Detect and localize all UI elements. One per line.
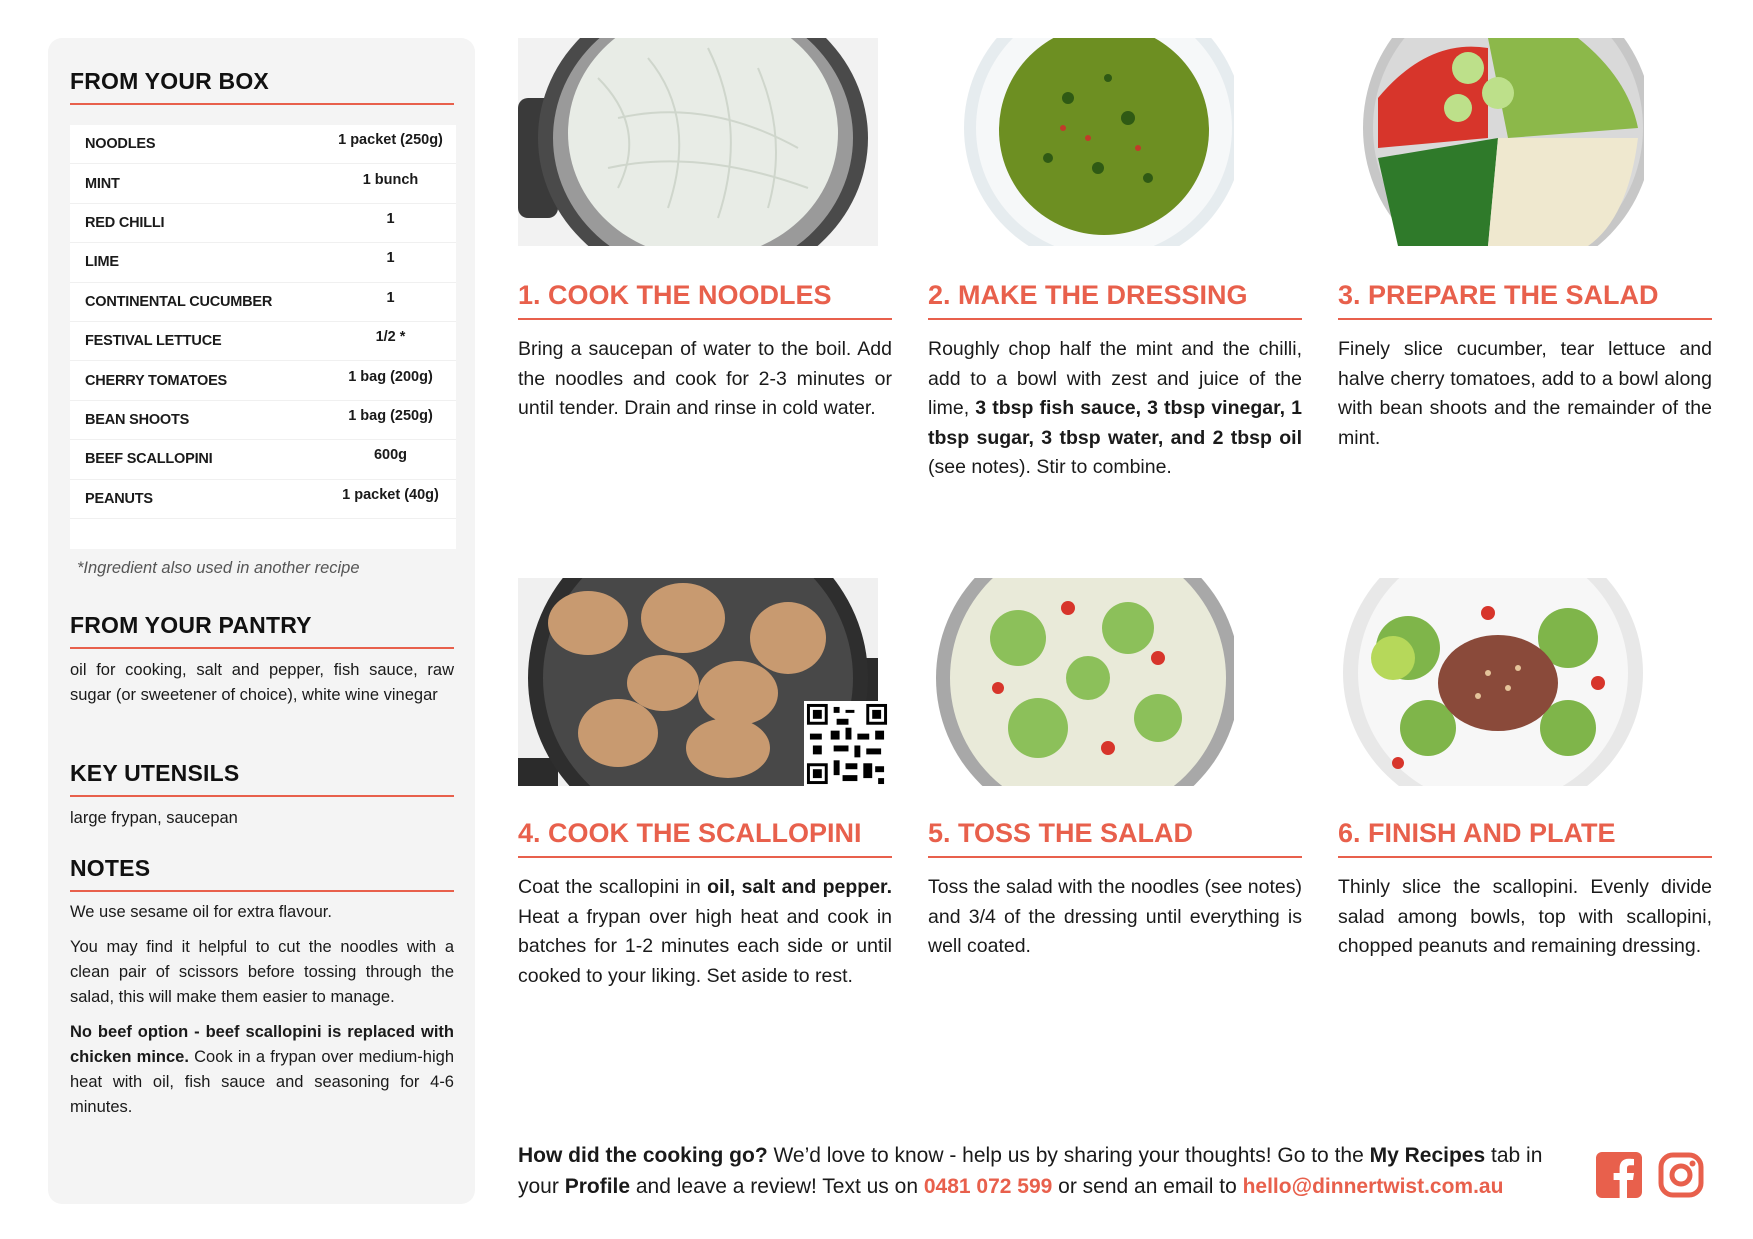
step-text-segment: (see notes). Stir to combine. <box>928 456 1172 478</box>
from-your-pantry-heading: FROM YOUR PANTRY <box>70 612 454 649</box>
ingredient-qty: 1 <box>386 250 395 267</box>
ingredient-qty: 600g <box>373 447 408 464</box>
ingredient-row <box>70 125 456 164</box>
ingredient-name: MINT <box>85 175 120 192</box>
step-2-title: 2. MAKE THE DRESSING <box>928 280 1302 320</box>
key-utensils-heading: KEY UTENSILS <box>70 760 454 797</box>
notes-heading: NOTES <box>70 855 454 892</box>
step-text-segment: Roughly chop half the mint and the chilli, add to a bowl with zest and juice of the lime, <box>928 338 1302 419</box>
step-3-text <box>1338 335 1712 453</box>
step-text-segment: 3 tbsp fish sauce, 3 tbsp vinegar, 1 tbsp sugar, 3 tbsp water, and 2 tbsp oil <box>928 397 1302 449</box>
review-question: How did the cooking go? <box>518 1144 768 1167</box>
ingredient-name: CONTINENTAL CUCUMBER <box>85 293 273 310</box>
ingredient-qty: 1 bunch <box>362 171 419 188</box>
instagram-icon[interactable] <box>1658 1152 1704 1198</box>
step-2-text <box>928 335 1302 483</box>
step-text-segment: Thinly slice the scallopini. Evenly divide salad among bowls, top with scallopini, chopped peanuts and remaining dressing. <box>1338 876 1712 957</box>
ingredient-name: PEANUTS <box>85 490 153 507</box>
step-text-segment: Finely slice cucumber, tear lettuce and halve cherry tomatoes, add to a bowl along with bean shoots and the remainder of the mint. <box>1338 338 1712 449</box>
ingredient-qty: 1 packet (40g) <box>342 486 439 503</box>
ingredient-name: LIME <box>85 254 119 271</box>
ingredient-qty: 1 bag (200g) <box>348 368 433 385</box>
my-recipes-label: My Recipes <box>1369 1144 1486 1167</box>
salad-bowl-photo <box>1338 38 1644 246</box>
ingredient-row <box>70 243 456 282</box>
ingredient-footnote: *Ingredient also used in another recipe <box>77 559 360 577</box>
ingredient-name: CHERRY TOMATOES <box>85 372 228 389</box>
ingredient-name: BEEF SCALLOPINI <box>85 451 213 468</box>
phone-link[interactable]: 0481 072 599 <box>923 1175 1053 1198</box>
tossed-salad-photo <box>928 578 1234 786</box>
review-text-4: or send an email to <box>1052 1175 1243 1198</box>
review-prompt <box>518 1140 1588 1202</box>
ingredient-name: RED CHILLI <box>85 214 165 231</box>
note-scissors: You may find it helpful to cut the noodles with a clean pair of scissors before tossing through the salad, this will make them easier to manage. <box>70 938 454 1006</box>
strainer-noodles-photo <box>518 38 878 246</box>
ingredient-qty: 1 <box>386 289 395 306</box>
ingredient-row <box>70 401 456 440</box>
plated-salad-photo <box>1338 578 1644 786</box>
qr-code-icon[interactable] <box>804 701 890 787</box>
step-5-text <box>928 873 1302 962</box>
ingredients-sidebar <box>48 38 475 1204</box>
ingredient-name: FESTIVAL LETTUCE <box>85 333 222 350</box>
pantry-text: oil for cooking, salt and pepper, fish sauce, raw sugar (or sweetener of choice), white wine vinegar <box>70 661 454 704</box>
step-1-title: 1. COOK THE NOODLES <box>518 280 892 320</box>
step-6-text <box>1338 873 1712 962</box>
ingredient-row <box>70 480 456 519</box>
facebook-icon[interactable] <box>1596 1152 1642 1198</box>
step-4-text <box>518 873 892 991</box>
ingredient-row <box>70 164 456 203</box>
step-text-segment: Bring a saucepan of water to the boil. Add the noodles and cook for 2-3 minutes or until tender. Drain and rinse in cold water. <box>518 338 892 419</box>
ingredient-name: NOODLES <box>85 136 156 153</box>
review-text-1: We’d love to know - help us by sharing your thoughts! Go to the <box>767 1144 1370 1167</box>
step-3-title: 3. PREPARE THE SALAD <box>1338 280 1712 320</box>
notes-text <box>70 900 454 1130</box>
step-text-segment: Heat a frypan over high heat and cook in batches for 1-2 minutes each side or until cooked to your liking. Set aside to rest. <box>518 905 892 987</box>
review-text-3: and leave a review! Text us on <box>630 1175 924 1198</box>
note-no-beef-rest: Cook in a frypan over medium-high heat with oil, fish sauce and seasoning for 4-6 minutes. <box>70 1048 454 1116</box>
ingredient-row <box>70 440 456 479</box>
ingredient-qty: 1 <box>386 210 395 227</box>
email-link[interactable]: hello@dinnertwist.com.au <box>1242 1175 1504 1198</box>
note-no-beef-bold: No beef option - beef scallopini is replaced with chicken mince. <box>70 1023 454 1066</box>
ingredient-row <box>70 283 456 322</box>
step-text-segment: Toss the salad with the noodles (see notes) and 3/4 of the dressing until everything is well coated. <box>928 876 1302 957</box>
dressing-bowl-photo <box>928 38 1234 246</box>
ingredient-row <box>70 361 456 400</box>
from-your-box-heading: FROM YOUR BOX <box>70 68 454 105</box>
step-6-title: 6. FINISH AND PLATE <box>1338 818 1712 858</box>
review-text-2: tab in your <box>518 1144 1543 1198</box>
step-text-segment: oil, salt and pepper. <box>707 876 892 898</box>
note-no-beef <box>70 1020 454 1120</box>
step-text-segment: Coat the scallopini in <box>518 876 708 898</box>
step-4-title: 4. COOK THE SCALLOPINI <box>518 818 892 858</box>
profile-label: Profile <box>564 1175 631 1198</box>
utensils-text: large frypan, saucepan <box>70 809 238 827</box>
step-5-title: 5. TOSS THE SALAD <box>928 818 1302 858</box>
ingredient-row <box>70 322 456 361</box>
ingredient-row <box>70 204 456 243</box>
ingredient-qty: 1 bag (250g) <box>348 407 433 424</box>
ingredient-table <box>70 125 456 549</box>
ingredient-qty: 1/2 * <box>375 329 406 346</box>
ingredient-name: BEAN SHOOTS <box>85 411 190 428</box>
ingredient-qty: 1 packet (250g) <box>338 132 443 149</box>
step-1-text <box>518 335 892 424</box>
note-sesame: We use sesame oil for extra flavour. <box>70 903 332 921</box>
